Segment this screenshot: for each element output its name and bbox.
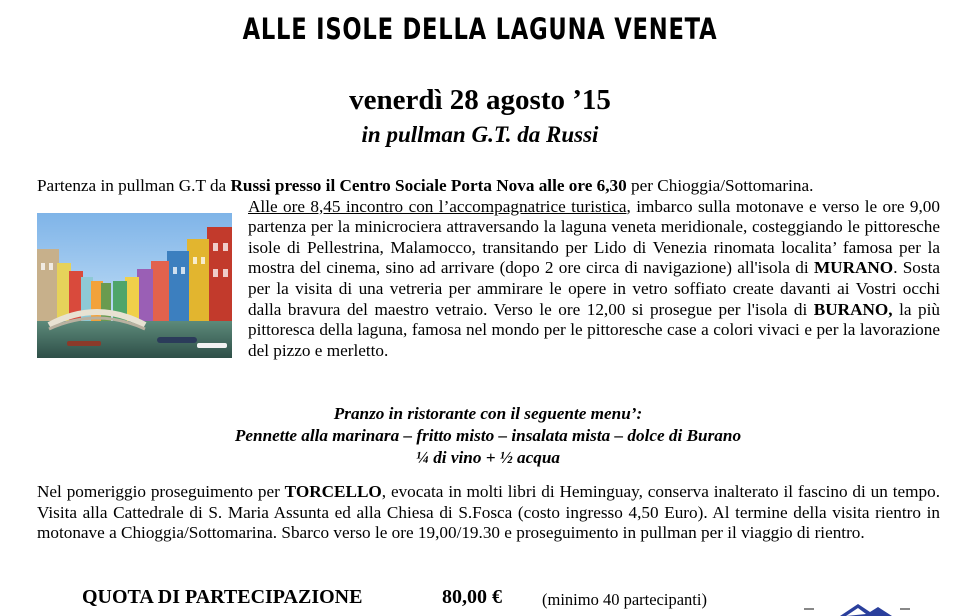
quota-label: QUOTA DI PARTECIPAZIONE: [82, 586, 363, 608]
menu-dishes: Pennette alla marinara – fritto misto – insalata mista – dolce di Burano: [234, 426, 742, 445]
menu-heading: Pranzo in ristorante con il seguente menu’:: [333, 404, 643, 423]
afternoon-text-2: , evocata in molti libri di Heminguay, conserva inalterato il fascino di un tempo. Visita alla Cattedrale di S. Maria Assunta ed alla Chiesa di S.Fosca (costo ingresso 4,50 Euro). Al termine della visita rientro in motonave a Chioggia/Sottomarina. Sbarco verso le ore 19,00/19.30 e proseguimento in pullman per il viaggio di rientro.: [37, 482, 940, 543]
quota-price: 80,00 €: [442, 586, 502, 608]
departure-place-time: Russi presso il Centro Sociale Porta Nova alle ore 6,30: [230, 176, 627, 195]
intro-paragraph: [37, 176, 940, 361]
quota-minimum: (minimo 40 partecipanti): [542, 590, 707, 609]
trip-subtitle: in pullman G.T. da Russi: [361, 122, 599, 147]
afternoon-text-1: Nel pomeriggio proseguimento per: [37, 482, 285, 501]
burano-name: BURANO,: [813, 299, 893, 319]
intro-text-5: la più pittoresca della laguna, famosa nel mondo per le pittoresche case a colori vivaci e per la lavorazione del pizzo e merletto.: [248, 299, 940, 360]
intro-text-1: Partenza in pullman G.T da: [37, 176, 231, 195]
page-title: ALLE ISOLE DELLA LAGUNA VENETA: [242, 12, 718, 46]
menu-drinks: ¼ di vino + ½ acqua: [416, 448, 560, 467]
intro-text-4: . Sosta per la visita di una vetreria per ammirare le opere in vetro soffiato create davanti ai Vostri occhi dalla bravura del maestro vetraio. Verso le ore 12,00 si prosegue per l'isola di: [248, 258, 940, 319]
torcello-name: TORCELLO: [284, 482, 382, 501]
afternoon-paragraph: [37, 482, 940, 544]
guide-meeting-note: Alle ore 8,45 incontro con l’accompagnatrice turistica: [248, 196, 627, 216]
lunch-menu: [0, 403, 960, 469]
agency-logo-icon: [800, 602, 920, 616]
trip-date: venerdì 28 agosto ’15: [349, 84, 611, 116]
intro-text-2: per Chioggia/Sottomarina.: [626, 176, 814, 195]
intro-indented-block: [37, 197, 940, 362]
intro-text-3: , imbarco sulla motonave e verso le ore 9,00 partenza per la minicrociera attraversando la laguna veneta meridionale, costeggiando le pittoresche isole di Pellestrina, Malamocco, transitando per Lido di Venezia rinomata localita’ famosa per la mostra del cinema, sino ad arrivare (dopo 2 ore circa di navigazione) all'isola di: [248, 196, 940, 278]
murano-name: MURANO: [813, 258, 894, 278]
